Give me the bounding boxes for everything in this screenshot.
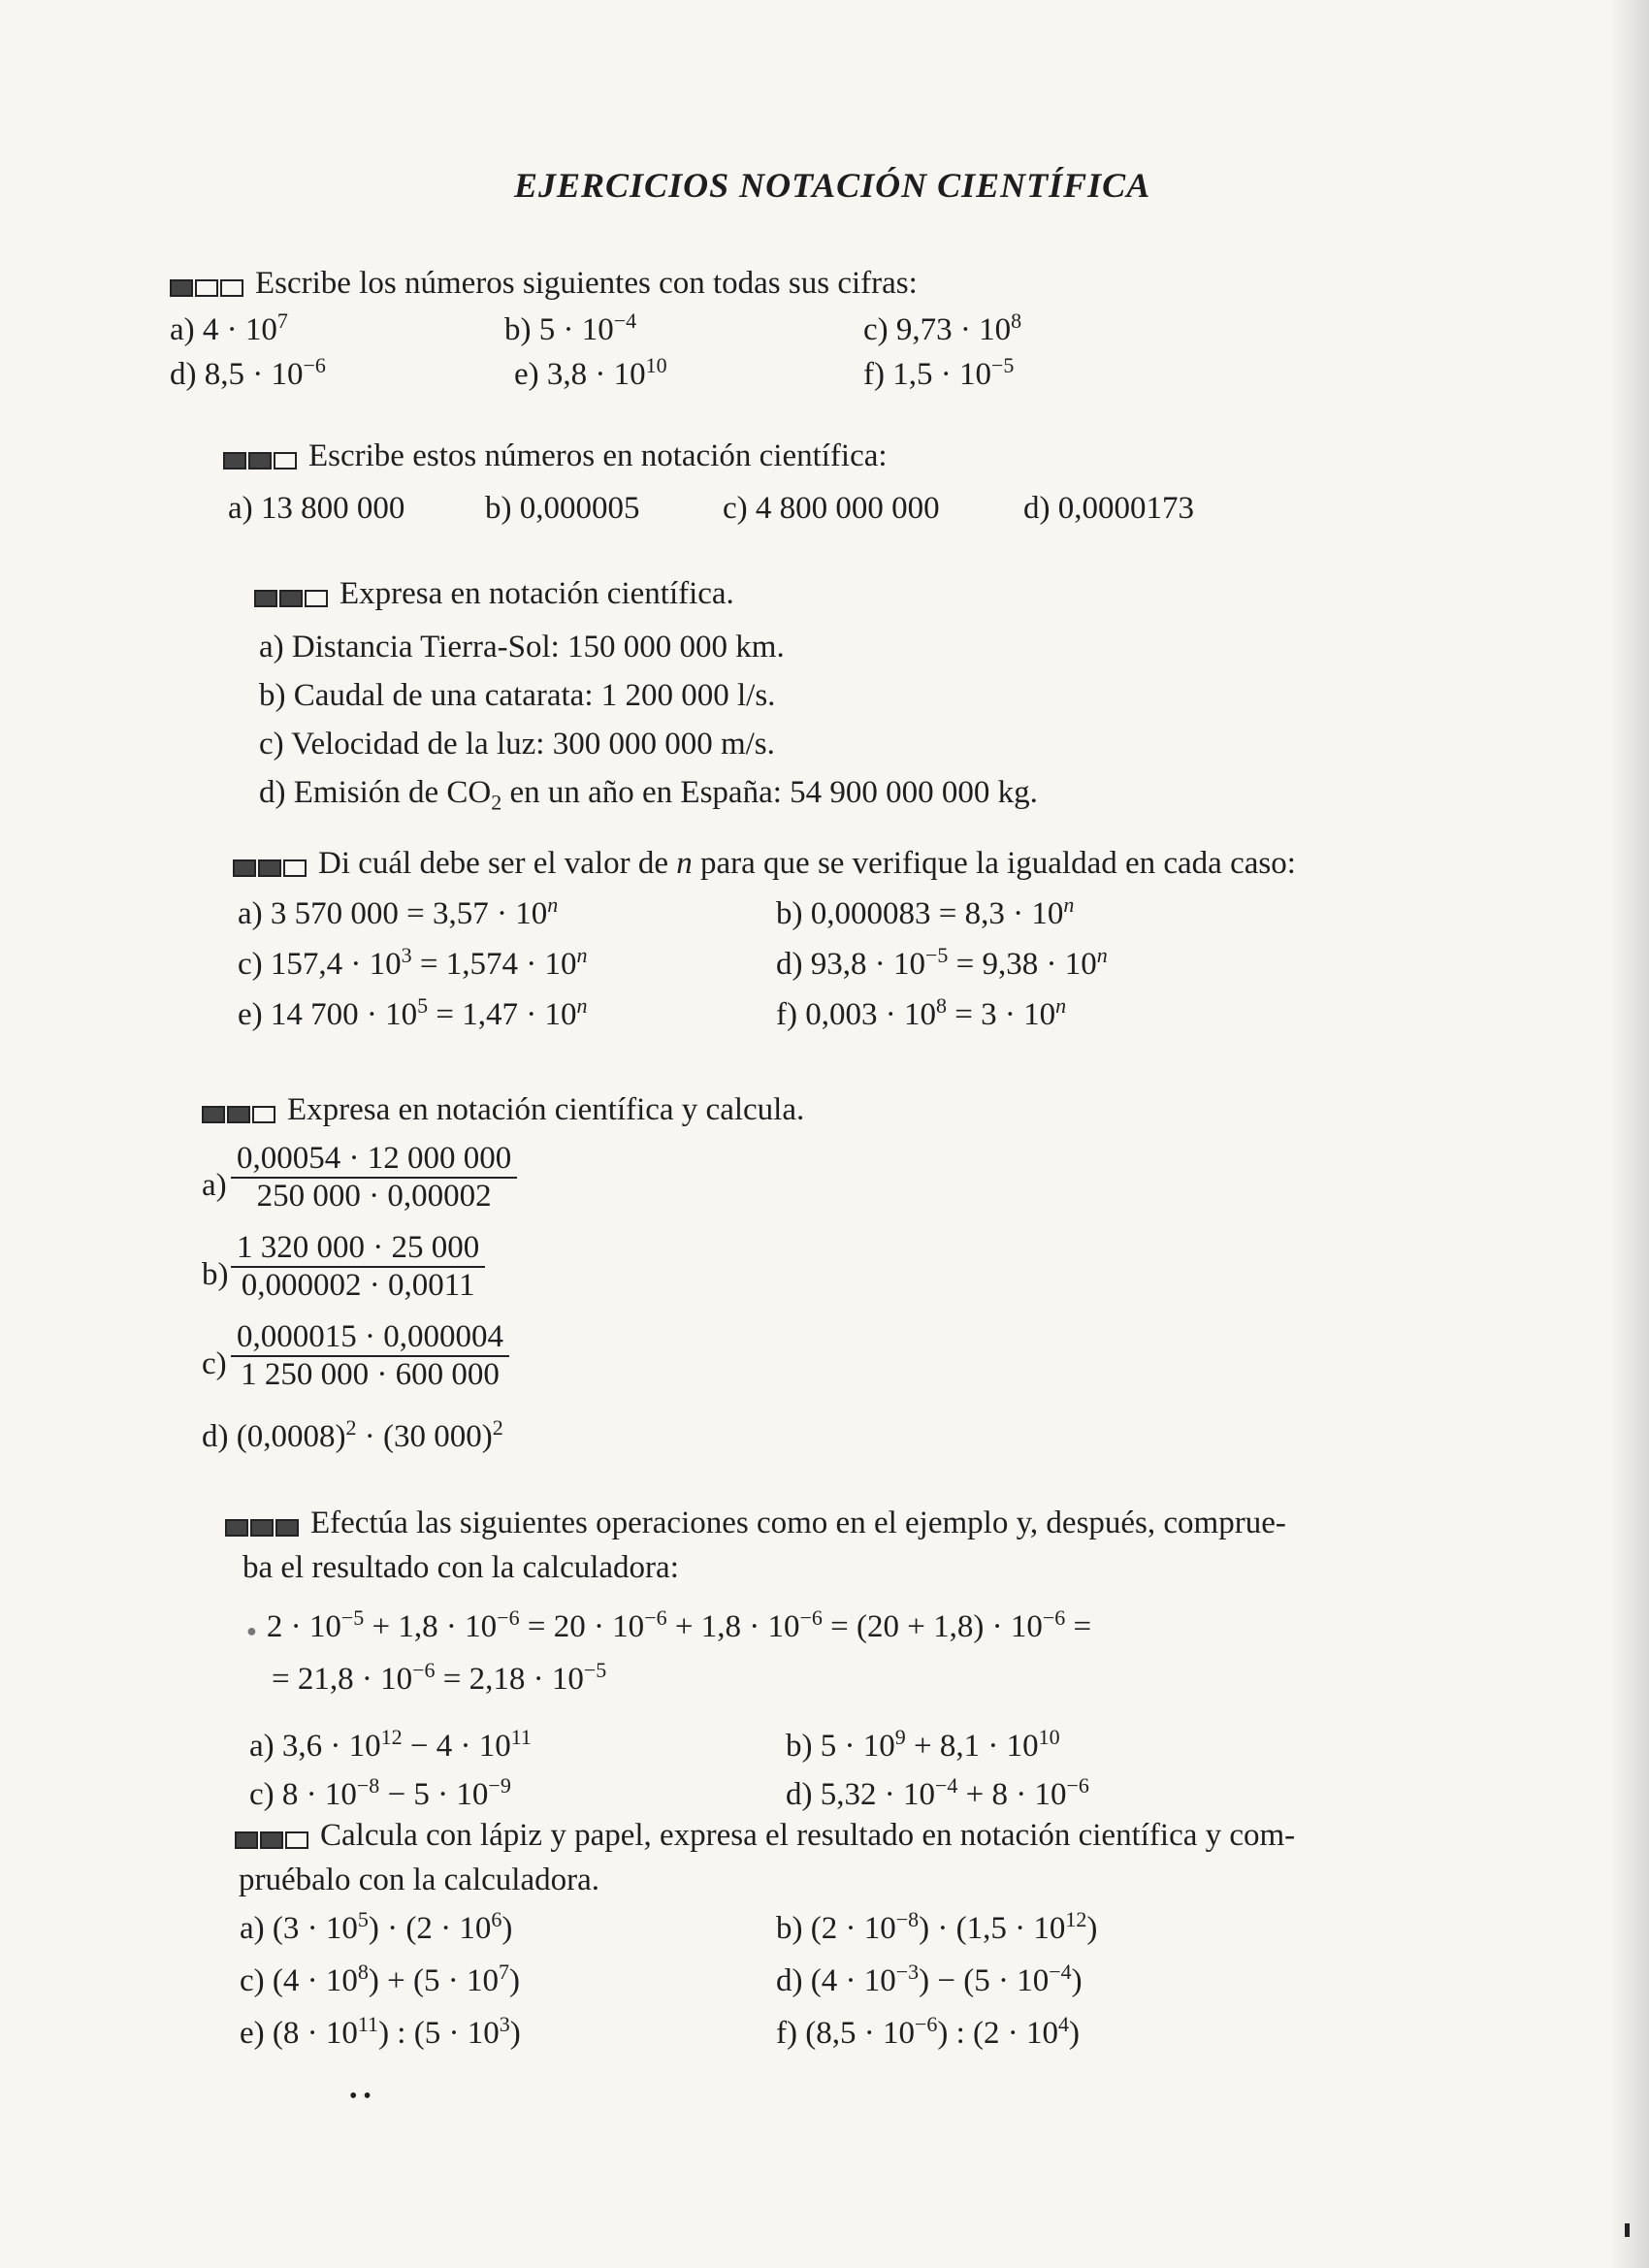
difficulty-icon <box>225 1504 301 1546</box>
ex1-item-c: c) $9,73 \cdot 10^8$ <box>863 308 1022 348</box>
ex6-item-a: a) $3,6 \cdot 10^{12} - 4 \cdot 10^{11}$ <box>249 1725 532 1765</box>
exercise-1-row-1 <box>170 308 1091 357</box>
ex3-item-d: d) Emisión de $CO_2$ en un año en España: 54 900 000 000 kg. <box>259 775 1038 816</box>
difficulty-icon <box>235 1816 310 1859</box>
exercise-7-row-3 <box>235 2012 1360 2068</box>
fraction: $\frac{0,00054 \cdot 12 000 000}{250 000 \cdot 0,00002}$ <box>231 1141 517 1215</box>
ex7-item-e: e) $(8 \cdot 10^{11})$ : $(5 \cdot 10^3)$ <box>240 2012 521 2052</box>
exercise-6-instruction-cont: ba el resultado con la calculadora: <box>242 1550 679 1586</box>
ex4-item-e: e) 14 $700 \cdot 10^5 = 1,47 \cdot 10^n$ <box>238 993 588 1033</box>
exercise-4-row-1 <box>233 892 1348 947</box>
exercise-6-row-1 <box>225 1725 1350 1777</box>
ex1-item-f: f) $1,5 \cdot 10^{-5}$ <box>863 353 1015 393</box>
ex5-item-c: c) $\frac{0,000015 \cdot 0,000004}{1 250 000 \cdot 600 000}$ <box>202 1319 1075 1409</box>
ex7-item-b: b) $(2 \cdot 10^{-8}) \cdot (1,5 \cdot 10^{12})$ <box>776 1907 1098 1947</box>
exercise-1 <box>170 262 1091 402</box>
difficulty-icon <box>254 574 330 617</box>
exercise-5 <box>202 1088 1075 1461</box>
ex6-item-b: b) $5 \cdot 10^9 + 8,1 \cdot 10^{10}$ <box>786 1725 1060 1765</box>
ex6-item-d: d) $5,32 \cdot 10^{-4} + 8 \cdot 10^{-6}$ <box>786 1773 1089 1813</box>
page-edge-shadow <box>1610 0 1649 2268</box>
exercise-7-row-1 <box>235 1907 1360 1963</box>
ex1-item-d: d) $8,5 \cdot 10^{-6}$ <box>170 353 326 393</box>
ex3-item-c: c) Velocidad de la luz: 300 000 000 m/s. <box>259 727 775 762</box>
ex4-item-f: f) $0,003 \cdot 10^8 = 3 \cdot 10^n$ <box>776 993 1067 1033</box>
difficulty-icon <box>233 844 308 887</box>
ex5-item-b: b) $\frac{1 320 000 \cdot 25 000}{0,000002 \cdot 0,0011}$ <box>202 1230 1075 1319</box>
exercise-7-instruction: Calcula con lápiz y papel, expresa el resultado en notación científica y com- <box>235 1814 1360 1859</box>
exercise-2 <box>223 435 1242 535</box>
difficulty-icon <box>202 1090 277 1133</box>
ex2-item-d: d) 0,0000173 <box>1023 491 1194 527</box>
exercise-1-instruction: Escribe los números siguientes con todas sus cifras: <box>170 262 1091 307</box>
ex4-item-a: a) 3 570 $000 = 3,57 \cdot 10^n$ <box>238 892 559 932</box>
exercise-5-instruction: Expresa en notación científica y calcula. <box>202 1088 1075 1133</box>
ex2-item-a: a) 13 800 000 <box>228 491 405 527</box>
exercise-7-row-2 <box>235 1960 1360 2016</box>
scan-dots: • • <box>349 2084 372 2109</box>
exercise-6-instruction: Efectúa las siguientes operaciones como en el ejemplo y, después, comprue- <box>225 1502 1350 1546</box>
ex6-example-line-2: = $21,8 \cdot 10^{-6} = 2,18 \cdot 10^{-5}$ <box>272 1658 607 1698</box>
ex3-item-a: a) Distancia Tierra-Sol: 150 000 000 km. <box>259 630 785 665</box>
ex5-item-d: d) $(0,0008)^2 \cdot (30$ 000)$^2$ <box>202 1415 503 1455</box>
fraction: $\frac{1 320 000 \cdot 25 000}{0,000002 \cdot 0,0011}$ <box>231 1230 485 1304</box>
ex4-item-c: c) $157,4 \cdot 10^3 = 1,574 \cdot 10^n$ <box>238 943 588 983</box>
page-title: EJERCICIOS NOTACIÓN CIENTÍFICA <box>514 166 1151 205</box>
exercise-7-instruction-cont: pruébalo con la calculadora. <box>239 1863 599 1898</box>
ex7-item-f: f) $(8,5 \cdot 10^{-6})$ : $(2 \cdot 10^4)$ <box>776 2012 1081 2052</box>
ex1-item-b: b) $5 \cdot 10^{-4}$ <box>504 308 637 348</box>
ex5-item-a: a) $\frac{0,00054 \cdot 12 000 000}{250 000 \cdot 0,00002}$ <box>202 1141 1075 1230</box>
exercise-3-instruction: Expresa en notación científica. <box>254 572 1224 617</box>
exercise-7 <box>235 1814 1360 2068</box>
exercise-4 <box>233 842 1348 1048</box>
ex1-item-e: e) $3,8 \cdot 10^{10}$ <box>514 353 667 393</box>
exercise-2-row <box>223 491 1242 535</box>
scan-mark <box>1625 2223 1630 2237</box>
ex3-item-b: b) Caudal de una catarata: 1 200 000 l/s. <box>259 678 776 714</box>
ex7-item-d: d) $(4 \cdot 10^{-3}) - (5 \cdot 10^{-4})$ <box>776 1960 1083 1999</box>
ex2-item-b: b) 0,000005 <box>485 491 640 527</box>
ex7-item-c: c) $(4 \cdot 10^8) + (5 \cdot 10^7)$ <box>240 1960 520 1999</box>
ex1-item-a: a) $4 \cdot 10^7$ <box>170 308 288 348</box>
ex6-example-line-1: ● $2 \cdot 10^{-5} + 1,8 \cdot 10^{-6} = 20 \cdot 10^{-6} + 1,8 \cdot 10^{-6} = (20 + 1,8) \cdot 10^{-6}$ = <box>246 1605 1092 1645</box>
exercise-2-instruction: Escribe estos números en notación científica: <box>223 435 1242 479</box>
ex7-item-a: a) $(3 \cdot 10^5) \cdot (2 \cdot 10^6)$ <box>240 1907 513 1947</box>
fraction: $\frac{0,000015 \cdot 0,000004}{1 250 000 \cdot 600 000}$ <box>231 1319 509 1393</box>
exercise-3 <box>254 572 1224 817</box>
exercise-4-row-3 <box>233 993 1348 1048</box>
difficulty-icon <box>170 264 245 307</box>
ex4-item-d: d) $93,8 \cdot 10^{-5} = 9,38 \cdot 10^n$ <box>776 943 1108 983</box>
exercise-6 <box>225 1502 1350 1826</box>
exercise-1-row-2 <box>170 353 1091 402</box>
ex6-item-c: c) $8 \cdot 10^{-8} - 5 \cdot 10^{-9}$ <box>249 1773 511 1813</box>
ex2-item-c: c) 4 800 000 000 <box>723 491 940 527</box>
difficulty-icon <box>223 437 299 479</box>
bullet-icon: ● <box>246 1621 257 1641</box>
exercise-4-row-2 <box>233 943 1348 997</box>
ex4-item-b: b) $0,000083 = 8,3 \cdot 10^n$ <box>776 892 1075 932</box>
exercise-4-instruction: Di cuál debe ser el valor de n para que se verifique la igualdad en cada caso: <box>233 842 1348 887</box>
